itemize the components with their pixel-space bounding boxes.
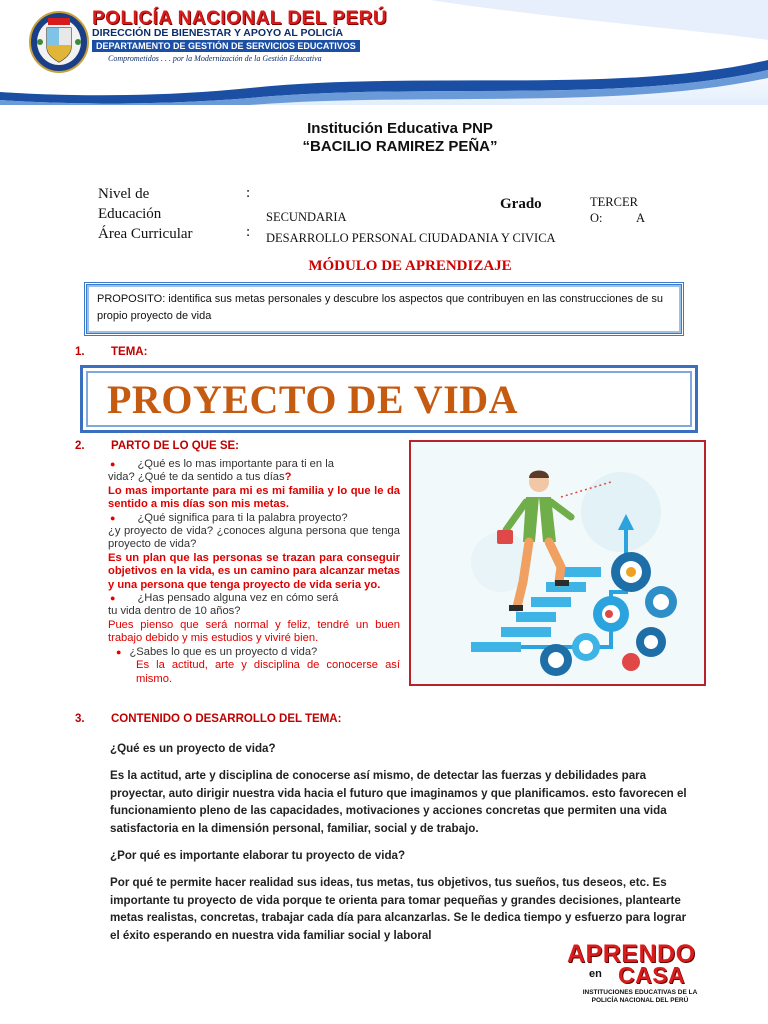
area-colon: : [246,224,251,240]
header-banner [0,0,768,105]
grado-value-line1: TERCER [590,195,638,209]
question-1-line1: ¿Qué es lo mas importante para ti en la [137,458,334,470]
question-item-3 [108,592,400,646]
section-3-number: 3. [75,713,85,725]
content-paragraph-2: Por qué te permite hacer realidad sus ideas, tus metas, tus objetivos, tus sueños, tus deseos, etc. Es importante tu proyecto de vida porque te orienta para tomar pequeñas y grandes decisiones, plantearte metas realistas, concretas, trabajar cada día para alcanzarlas. Se le dedica tiempo y esfuerzo para lograr el éxito esperando en nuestra vida familiar social y laboral [110,876,687,942]
logo-word-en: en [589,968,602,980]
nivel-value: SECUNDARIA [266,210,347,224]
answer-2: Es un plan que las personas se trazan para conseguir objetivos en la vida, es un camino para alcanzar metas y una persona que tenga proyecto de vida seria yo. [108,551,400,591]
tema-title: PROYECTO DE VIDA [107,377,519,422]
content-question-2: ¿Por qué es importante elaborar tu proyecto de vida? [110,849,406,862]
logo-subtitle-2: POLICÍA NACIONAL DEL PERÚ [591,997,689,1004]
question-3-line2: tu vida dentro de 10 años? [108,605,241,618]
section-3-title: CONTENIDO O DESARROLLO DEL TEMA: [111,713,342,725]
bullet-icon: ● [110,512,116,523]
header-title: POLICÍA NACIONAL DEL PERÚ [92,8,388,29]
educacion-label: Educación [98,206,162,222]
answer-3: Pues pienso que será normal y feliz, tendré un buen trabajo debido y mis estudios y viviré bien. [108,618,400,645]
question-1-line2: vida? ¿Qué te da sentido a tus días [108,471,285,484]
modulo-title: MÓDULO DE APRENDIZAJE [308,258,512,274]
area-value: DESARROLLO PERSONAL CIUDADANIA Y CIVICA [266,231,556,245]
man-climbing-stairs-illustration [411,442,704,684]
proposito-box [84,282,684,336]
proposito-text: PROPOSITO: identifica sus metas personales y descubre los aspectos que contribuyen en las construcciones de su propio proyecto de vida [97,293,663,322]
tema-box [80,365,698,433]
bullet-icon: ● [110,459,116,469]
institution-name: Institución Educativa PNP [307,120,493,137]
question-item-4 [108,646,400,686]
section-1-title: TEMA: [111,346,148,358]
answer-4: Es la actitud, arte y disciplina de conocerse así mismo. [136,659,400,685]
area-label: Área Curricular [98,226,193,242]
question-2-line2: ¿y proyecto de vida? ¿conoces alguna persona que tenga proyecto de vida? [108,525,400,551]
header-department: DEPARTAMENTO DE GESTIÓN DE SERVICIOS EDUCATIVOS [92,40,360,52]
logo-word-casa: CASA [618,962,686,988]
content-paragraph-1: Es la actitud, arte y disciplina de conocerse así mismo, de detectar las fuerzas y debilidades para proyectar, auto dirigir nuestra vida hacia el futuro que imaginamos y que planificamos. esto favorecen el funcionamiento pleno de las capacidades, motivaciones y acciones concretas que permiten una vida satisfactoria en la dimensión personal, familiar, social y de trabajo. [110,769,687,835]
nivel-label: Nivel de [98,186,150,202]
question-item-2 [108,512,400,592]
seccion-value: A [636,211,646,225]
question-item-1 [108,458,400,512]
bullet-icon: ● [110,593,116,604]
question-3-line1: ¿Has pensado alguna vez en cómo será [137,592,339,605]
content-question-1: ¿Qué es un proyecto de vida? [110,742,276,755]
nivel-colon: : [246,185,251,201]
aprendo-en-casa-logo [565,940,715,1010]
question-list [108,458,400,686]
section-1-number: 1. [75,346,85,358]
header-slogan: Comprometidos . . . por la Modernización de la Gestión Educativa [108,54,322,63]
logo-subtitle-1: INSTITUCIONES EDUCATIVAS DE LA [582,989,698,996]
question-2-line1: ¿Qué significa para ti la palabra proyecto? [137,511,348,524]
institution-school: “BACILIO RAMIREZ PEÑA” [302,138,498,155]
bullet-icon: ● [116,646,122,657]
answer-1: Lo mas importante para mi es mi familia y lo que le da sentido a mis días son mis metas. [108,484,400,511]
grado-label: Grado [500,196,542,212]
illustration-frame [409,440,706,686]
question-4-line1: ¿Sabes lo que es un proyecto d vida? [129,645,318,658]
logo-word-aprendo: APRENDO [567,940,696,968]
question-1-mark: ? [284,471,292,484]
grado-value-line2: O: [590,211,603,225]
section-2-number: 2. [75,440,85,452]
header-subtitle: DIRECCIÓN DE BIENESTAR Y APOYO AL POLICÍA [92,27,344,39]
section-2-title: PARTO DE LO QUE SE: [111,440,240,452]
police-crest-icon [28,10,90,74]
